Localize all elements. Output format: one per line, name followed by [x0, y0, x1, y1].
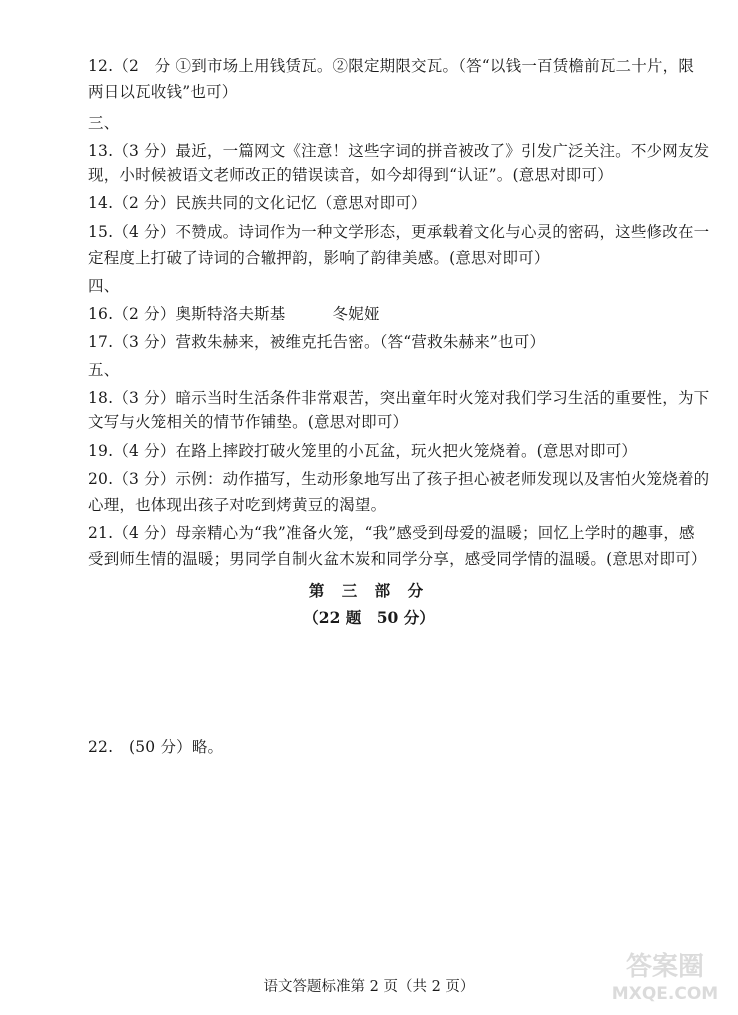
answer-21-line-1: 21.（4 分）母亲精心为“我”准备火笼，“我”感受到母爱的温暖；回忆上学时的趣事，感: [88, 524, 695, 542]
section-3-title: 第 三 部 分: [308, 581, 430, 600]
section-heading-5: 五、: [88, 361, 120, 379]
answer-17: 17.（3 分）营救朱赫来，被维克托告密。（答“营救朱赫来”也可）: [88, 333, 546, 351]
answer-13-line-1: 13.（3 分）最近，一篇网文《注意！这些字词的拼音被改了》引发广泛关注。不少网友发: [88, 142, 710, 160]
page-footer: 语文答题标准第 2 页（共 2 页）: [263, 979, 475, 995]
answer-14: 14.（2 分）民族共同的文化记忆（意思对即可）: [88, 194, 427, 212]
watermark-bottom-text: MXQE.COM: [611, 984, 719, 1004]
answer-18-line-1: 18.（3 分）暗示当时生活条件非常艰苦，突出童年时火笼对我们学习生活的重要性，为下: [88, 389, 710, 407]
watermark-top-text: 答案圈: [625, 952, 705, 982]
answer-18-line-2: 文写与火笼相关的情节作铺垫。(意思对即可）: [88, 413, 409, 431]
answer-16: 16.（2 分）奥斯特洛夫斯基 冬妮娅: [88, 305, 380, 323]
answer-12-line-1: 12.（2 分 ①到市场上用钱赁瓦。②限定期限交瓦。（答“以钱一百赁檐前瓦二十片，限: [88, 57, 695, 75]
answer-19: 19.（4 分）在路上摔跤打破火笼里的小瓦盆，玩火把火笼烧着。(意思对即可）: [88, 442, 638, 460]
answer-22: 22. (50 分）略。: [88, 738, 224, 756]
watermark-logo: [600, 947, 730, 1005]
answer-20-line-1: 20.（3 分）示例：动作描写，生动形象地写出了孩子担心被老师发现以及害怕火笼烧着的: [88, 470, 710, 488]
answer-21-line-2: 受到师生情的温暖；男同学自制火盆木炭和同学分享，感受同学情的温暖。(意思对即可）: [88, 550, 707, 568]
section-heading-4: 四、: [88, 277, 120, 295]
answer-13-line-2: 现，小时候被语文老师改正的错误读音，如今却得到“认证”。(意思对即可）: [88, 166, 613, 184]
answer-15-line-1: 15.（4 分）不赞成。诗词作为一种文学形态，更承载着文化与心灵的密码，这些修改在一: [88, 223, 710, 241]
answer-12-line-2: 两日以瓦收钱”也可）: [88, 83, 238, 101]
section-3-subtitle: （22 题 50 分）: [303, 608, 435, 627]
section-heading-3: 三、: [88, 114, 120, 132]
answer-20-line-2: 心理，也体现出孩子对吃到烤黄豆的渴望。: [88, 496, 387, 514]
answer-15-line-2: 定程度上打破了诗词的合辙押韵，影响了韵律美感。(意思对即可）: [88, 249, 550, 267]
